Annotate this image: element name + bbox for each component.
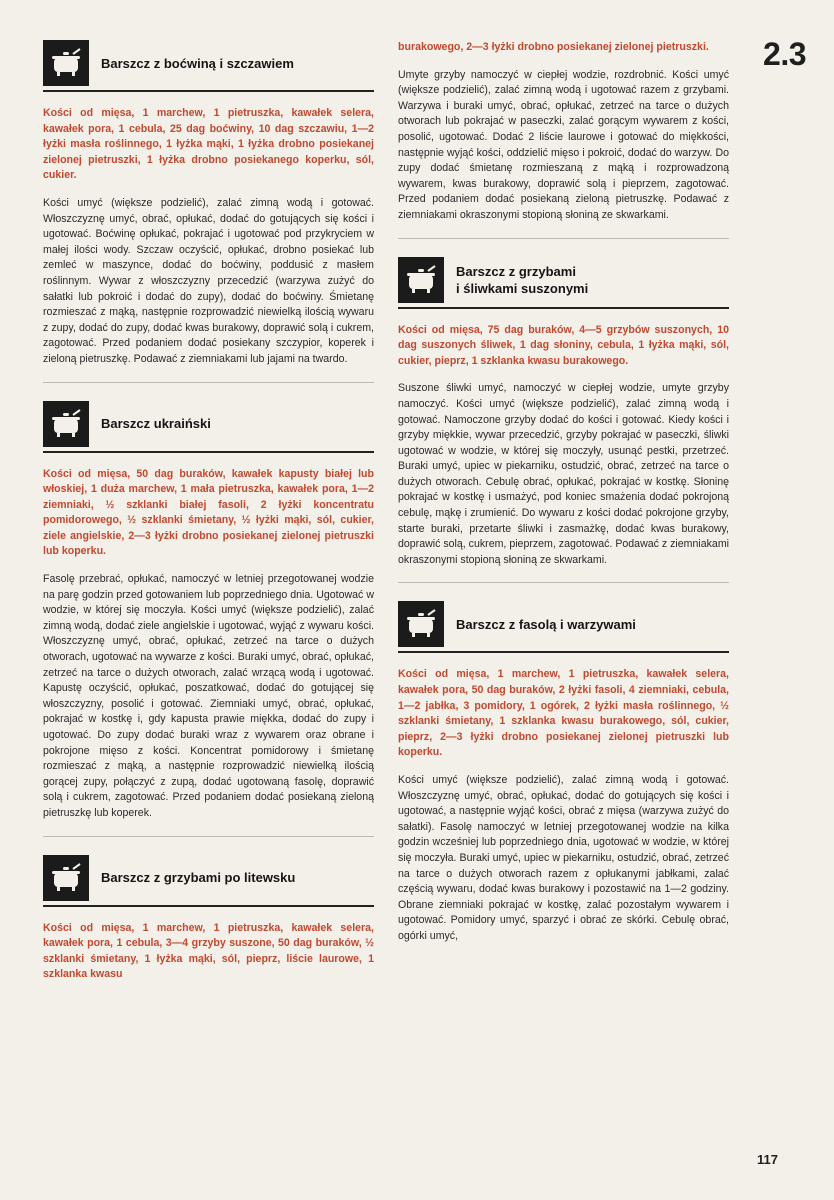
ingredients: Kości od mięsa, 1 marchew, 1 pietruszka, kawałek selera, kawałek pora, 50 dag buraków, 2 łyżki fasoli, 4 ziemniaki, cebula, 1—2 jabłka, 3 pomidory, 1 ogórek, 2 łyżki masła roślinnego, ½ szklanki śmietany, 1 szklanka kwasu burakowego, sól, cukier, pieprz, 2—3 łyżki drobno posiekanej zielonej pietruszki lub koperku. (398, 668, 729, 759)
recipe-title (456, 263, 588, 297)
recipe-lithuanian-borscht (43, 855, 374, 983)
recipe-header (43, 40, 374, 92)
recipe-header (398, 601, 729, 653)
chapter-number: 2.3 (763, 36, 806, 72)
ingredients: Kości od mięsa, 75 dag buraków, 4—5 grzybów suszonych, 10 dag suszonych śliwek, 1 dag słoniny, cebula, 1 łyżka mąki, sól, cukier, pieprz, 1 szklanka kwasu burakowego. (398, 323, 729, 367)
recipe-lithuanian-borscht-continued (398, 40, 729, 239)
cooking-pot-icon (398, 601, 444, 647)
recipe-header (398, 257, 729, 309)
cooking-pot-icon (43, 40, 89, 86)
method: Fasolę przebrać, opłukać, namoczyć w letniej przegotowanej wodzie na parę godzin przed gotowaniem lub poprzedniego dnia. Ugotować w wodzie, w której się moczyła. Kości umyć (większe podzielić), zalać zimną wodą, dodać ziele angielskie i ugotować, wyjąć z wywaru kości. Włoszczyznę umyć, obrać, opłukać, zetrzeć na tarce o dużych otworach, ugotować na wywarze z kości. Buraki umyć, obrać, opłukać, zetrzeć na tarce o dużych otworach, zalać wrzącą wodą i ugotować. Kapustę oczyścić, opłukać, poszatkować, dodać do gotującej się włoszczyzny, posolić i gotować. Ziemniaki umyć, obrać, opłukać, pokrajać w kostkę i, gdy kapusta prawie miękka, dodać do zupy i ugotować. Do zupy dodać buraki wraz z wywarem oraz obrane i pokrojone mięso z kości. Koncentrat pomidorowy i śmietanę rozmieszać z mąką, a następnie rozprowadzić niewielką ilością gorącej zupy, połączyć z zupą, dodać ugotowaną fasolę, doprawić solą i cukrem, zagotować. Przed podaniem dodać posiekaną zieloną pietruszkę lub koperek. (43, 572, 374, 837)
recipe-title-line: i śliwkami suszonymi (456, 280, 589, 296)
recipe-header (43, 401, 374, 453)
left-column (43, 40, 374, 1001)
ingredients: Kości od mięsa, 1 marchew, 1 pietruszka, kawałek selera, kawałek pora, 1 cebula, 3—4 grzyby suszone, 50 dag buraków, ½ szklanki śmietany, 1 łyżka mąki, sól, pieprz, liście laurowe, 1 szklanka kwasu (43, 921, 374, 981)
recipe-title-line: Barszcz z grzybami (456, 263, 576, 279)
recipe-title: Barszcz z grzybami po litewsku (101, 870, 296, 886)
recipe-title: Barszcz z boćwiną i szczawiem (101, 55, 294, 71)
recipe-borscht-mushrooms-prunes (398, 257, 729, 584)
recipe-title: Barszcz ukraiński (101, 416, 211, 431)
method: Suszone śliwki umyć, namoczyć w ciepłej wodzie, umyte grzyby namoczyć. Kości umyć (większe podzielić), zalać zimną wodą i gotować. Namoczone grzyby dodać do kości i gotować. Kiedy kości i grzyby miękkie, wywar przecedzić, grzyby pokrajać w paseczki, śliwki ugotować w wodzie, w której się moczyły, usunąć pestki, przetrzeć. Buraki umyć, upiec w piekarniku, ostudzić, obrać, zetrzeć na tarce o dużych otworach. Cebulę obrać, opłukać, pokrajać w kostkę. Słoninę pokrajać w kostkę i usmażyć, pod koniec smażenia dodać pokrojoną cebulę, mąkę i zrumienić. Do wywaru z kości dodać pokrojone grzyby, starte buraki, przetarte śliwki i zasmażkę, dodać kwas burakowy, doprawić solą, cukrem, pieprzem, zagotować. Podawać z ziemniakami okraszonymi stopioną słoniną ze skwarkami. (398, 381, 729, 583)
recipe-header (43, 855, 374, 907)
recipe-title: Barszcz z fasolą i warzywami (456, 616, 636, 632)
cooking-pot-icon (398, 257, 444, 303)
method: Umyte grzyby namoczyć w ciepłej wodzie, rozdrobnić. Kości umyć (większe podzielić), zalać zimną wodą i ugotować razem z grzybami. Warzywa i buraki umyć, obrać, opłukać, zetrzeć na tarce o dużych otworach lub pokrajać w paseczki, zalać gorącym wywarem z kości, posolić, ugotować. Dodać 2 liście laurowe i gotować do miękkości, następnie wyjąć kości, oddzielić mięso i pokroić, dodać do warzyw. Do zupy dodać śmietanę rozmieszaną z mąką i rozprowadzoną wywarem, kwas burakowy, doprawić solą i pieprzem, zagotować. Przed podaniem dodać posiekaną zieloną pietruszkę. Podawać z ziemniakami okraszonymi stopioną słoniną ze skwarkami. (398, 68, 729, 239)
cooking-pot-icon (43, 855, 89, 901)
recipe-borscht-chard-sorrel (43, 40, 374, 383)
cooking-pot-icon (43, 401, 89, 447)
ingredients: burakowego, 2—3 łyżki drobno posiekanej zielonej pietruszki. (398, 41, 709, 53)
method: Kości umyć (większe podzielić), zalać zimną wodą i gotować. Włoszczyznę umyć, obrać, opłukać, dodać do gotujących się kości i ugotować, a następnie wyjąć kości, obrać z mięsa (warzywa zużyć do sałatki). Fasolę namoczyć w letniej przegotowanej wodzie na kilka godzin wcześniej lub poprzedniego dnia, ugotować w wodzie, w której się moczyła. Buraki umyć, upiec w piekarniku, ostudzić, obrać, zetrzeć na tarce o dużych otworach razem z opłukanymi jabłkami, zalać częścią wywaru, dodać kwas burakowy i pozostawić na 1—2 godziny. Obrane ziemniaki pokrajać w kostkę, zalać pozostałym wywarem i ugotować. Pomidory umyć, sparzyć i obrać ze skórki. Cebulę obrać, ogórki umyć, (398, 774, 729, 942)
ingredients: Kości od mięsa, 1 marchew, 1 pietruszka, kawałek selera, kawałek pora, 1 cebula, 25 dag boćwiny, 10 dag szczawiu, 1—2 łyżki masła roślinnego, 1 łyżka mąki, 1 łyżka drobno posiekanej zielonej pietruszki, 1 łyżka drobno posiekanego koperku, sól, cukier. (43, 107, 374, 182)
method: Kości umyć (większe podzielić), zalać zimną wodą i gotować. Włoszczyznę umyć, obrać, opłukać, dodać do gotujących się kości i ugotować. Boćwinę opłukać, pokrajać i ugotować pod przykryciem w małej ilości wody. Szczaw oczyścić, opłukać, drobno posiekać lub zemleć w maszynce, dodać do boćwiny, poddusić z masłem roślinnym. Wywar z włoszczyzny przecedzić (warzywa zużyć do sałatki lub pokroić i dodać do zupy), dodać do boćwiny. Śmietanę rozmieszać z mąką, następnie rozprowadzić niewielką ilością wywaru z zupy, dodać do zupy, dodać kwas burakowy, doprawić solą i cukrem, zagotować. Przed podaniem dodać posiekany szczypior, koperek i zieloną pietruszkę. Podawać z ziemniakami lub jajami na twardo. (43, 196, 374, 383)
recipe-ukrainian-borscht (43, 401, 374, 837)
recipe-borscht-beans-vegetables (398, 601, 729, 958)
page-number: 117 (757, 1152, 778, 1167)
right-column (398, 40, 729, 977)
ingredients: Kości od mięsa, 50 dag buraków, kawałek kapusty białej lub włoskiej, 1 duża marchew, 1 mała pietruszka, kawałek pora, 1—2 ziemniaki, ½ szklanki białej fasoli, 2 łyżki koncentratu pomidorowego, ½ szklanki śmietany, ½ łyżki mąki, sól, cukier, ziele angielskie, 2—3 łyżki drobno posiekanej zielonej pietruszki lub koperku. (43, 467, 374, 558)
